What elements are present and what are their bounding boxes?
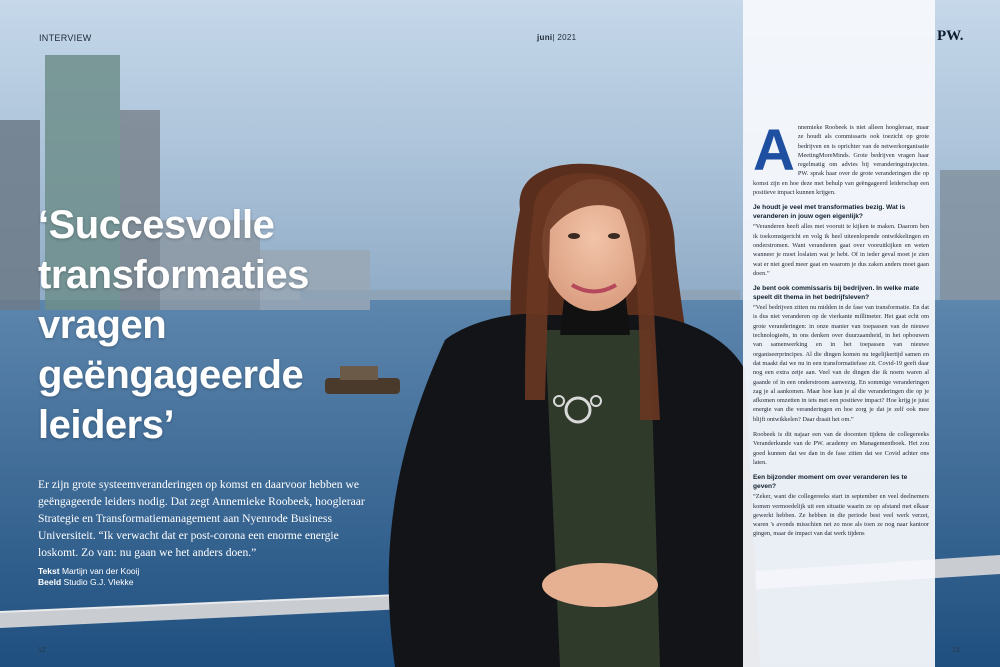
intro-text: nnemieke Roobeek is niet alleen hoogleraar, maar ze houdt als commissaris ook toezicht op grote bedrijven en is oprichter van de netwerkorganisatie MeetingMoreMinds. Grote bedrijven vragen haar regelmatig om advies bij veranderingstrajecten. PW. sprak haar over de grote veranderingen die op komst zijn en hoe deze met behulp van geëngageerd leiderschap een positieve impact kunnen krijgen. bbox=[753, 124, 929, 197]
question-3: Een bijzonder moment om over veranderen les te geven? bbox=[753, 474, 908, 491]
headline-line: vragen bbox=[38, 303, 167, 347]
headline-line: geëngageerde bbox=[38, 353, 304, 397]
lead-paragraph: Er zijn grote systeemveranderingen op komst en daarvoor hebben we geëngageerde leiders nodig. Dat zegt Annemieke Roobeek, hoogleraar Strategie en Transformatiemanagement aan Nyenrode Business Universiteit. “Ik verwacht dat er post-corona een enorme energie loskomt. Zo van: nu gaan we het anders doen.” bbox=[38, 478, 365, 559]
brand-logo: PW. bbox=[937, 28, 964, 44]
credits bbox=[38, 566, 139, 588]
issue-date bbox=[537, 33, 576, 42]
dropcap: A bbox=[753, 118, 795, 183]
answer-2: “Veel bedrijven zitten nu midden in de fase van transformatie. En dat is dus niet veranderen op de vierkante millimeter. Het gaat echt om grote veranderingen: in onze manier van toepassen van de nieuwe technologieën, in ons denken over duurzaamheid, in het opbouwen van samenwerking en in het toepassen van nieuwe organiseerprincipes. Al die dingen komen nu tegelijkertijd samen en dat maakt dat we nu in een transformatiefase zit. Covid-19 geeft daar nog een extra zetje aan. Veel van de dingen die ik noem waren al gaande of in een onderstroom aanwezig. En sommige veranderingen zag je al aankomen. Maar hoe kan je al die veranderingen die op je afkomen omzetten in iets met een positieve impact? Hoe krijg je juist energie van die veranderingen en hoe zorg je dat je zelf ook mee blijft ontwikkelen? Daar draait het om.” bbox=[753, 304, 929, 423]
credit-text-label: Tekst bbox=[38, 566, 60, 576]
answer-1: “Veranderen heeft alles met vooruit te kijken te maken. Daarom ben ik toekomstgericht en volg ik heel uiteenlopende ontwikkelingen en onderstromen. Want veranderen gaat over vooruitkijken en weten wanneer je moet loslaten wat je hebt. Of in ieder geval moet je zien wat er niet goed meer gaat en waarom je dus zaken anders moet gaan doen.” bbox=[753, 223, 929, 277]
body-paragraph: Roobeek is dit najaar een van de docenten tijdens de collegereeks Veranderkunde van de PW. academy en Managementboek. Het zou goed kunnen dat we dan in de fase zitten dat we Covid achter ons laten. bbox=[753, 431, 929, 466]
intro-paragraph bbox=[753, 118, 929, 197]
credit-photographer: Studio G.J. Vlekke bbox=[63, 577, 134, 587]
headline-line: leiders’ bbox=[38, 403, 175, 447]
question-2: Je bent ook commissaris bij bedrijven. In welke mate speelt dit thema in het bedrijfsleven? bbox=[753, 285, 920, 302]
answer-3: “Zeker, want die collegereeks start in september en veel deelnemers komen vermoedelijk uit een situatie waarin ze op afstand met elkaar gewerkt hebben. Ze hebben in die periode best veel werk verzet, waren 's avonds misschien net zo moe als toen ze nog naar kantoor gingen, maar de impact van dat werk tijdens bbox=[753, 493, 929, 538]
credit-text-author: Martijn van der Kooij bbox=[61, 566, 140, 576]
page-number-left: 12 bbox=[38, 647, 46, 654]
section-label: INTERVIEW bbox=[39, 33, 92, 43]
credit-photo-label: Beeld bbox=[38, 577, 62, 587]
issue-month: juni bbox=[537, 33, 553, 42]
headline bbox=[38, 200, 398, 450]
headline-line: ‘Succesvolle bbox=[38, 203, 275, 247]
issue-year: | 2021 bbox=[552, 33, 577, 42]
article-body bbox=[753, 118, 929, 545]
headline-line: transformaties bbox=[38, 253, 309, 297]
question-1: Je houdt je veel met transformaties bezig. Wat is veranderen in jouw ogen eigenlijk? bbox=[753, 204, 906, 221]
page-number-right: 13 bbox=[952, 647, 960, 654]
